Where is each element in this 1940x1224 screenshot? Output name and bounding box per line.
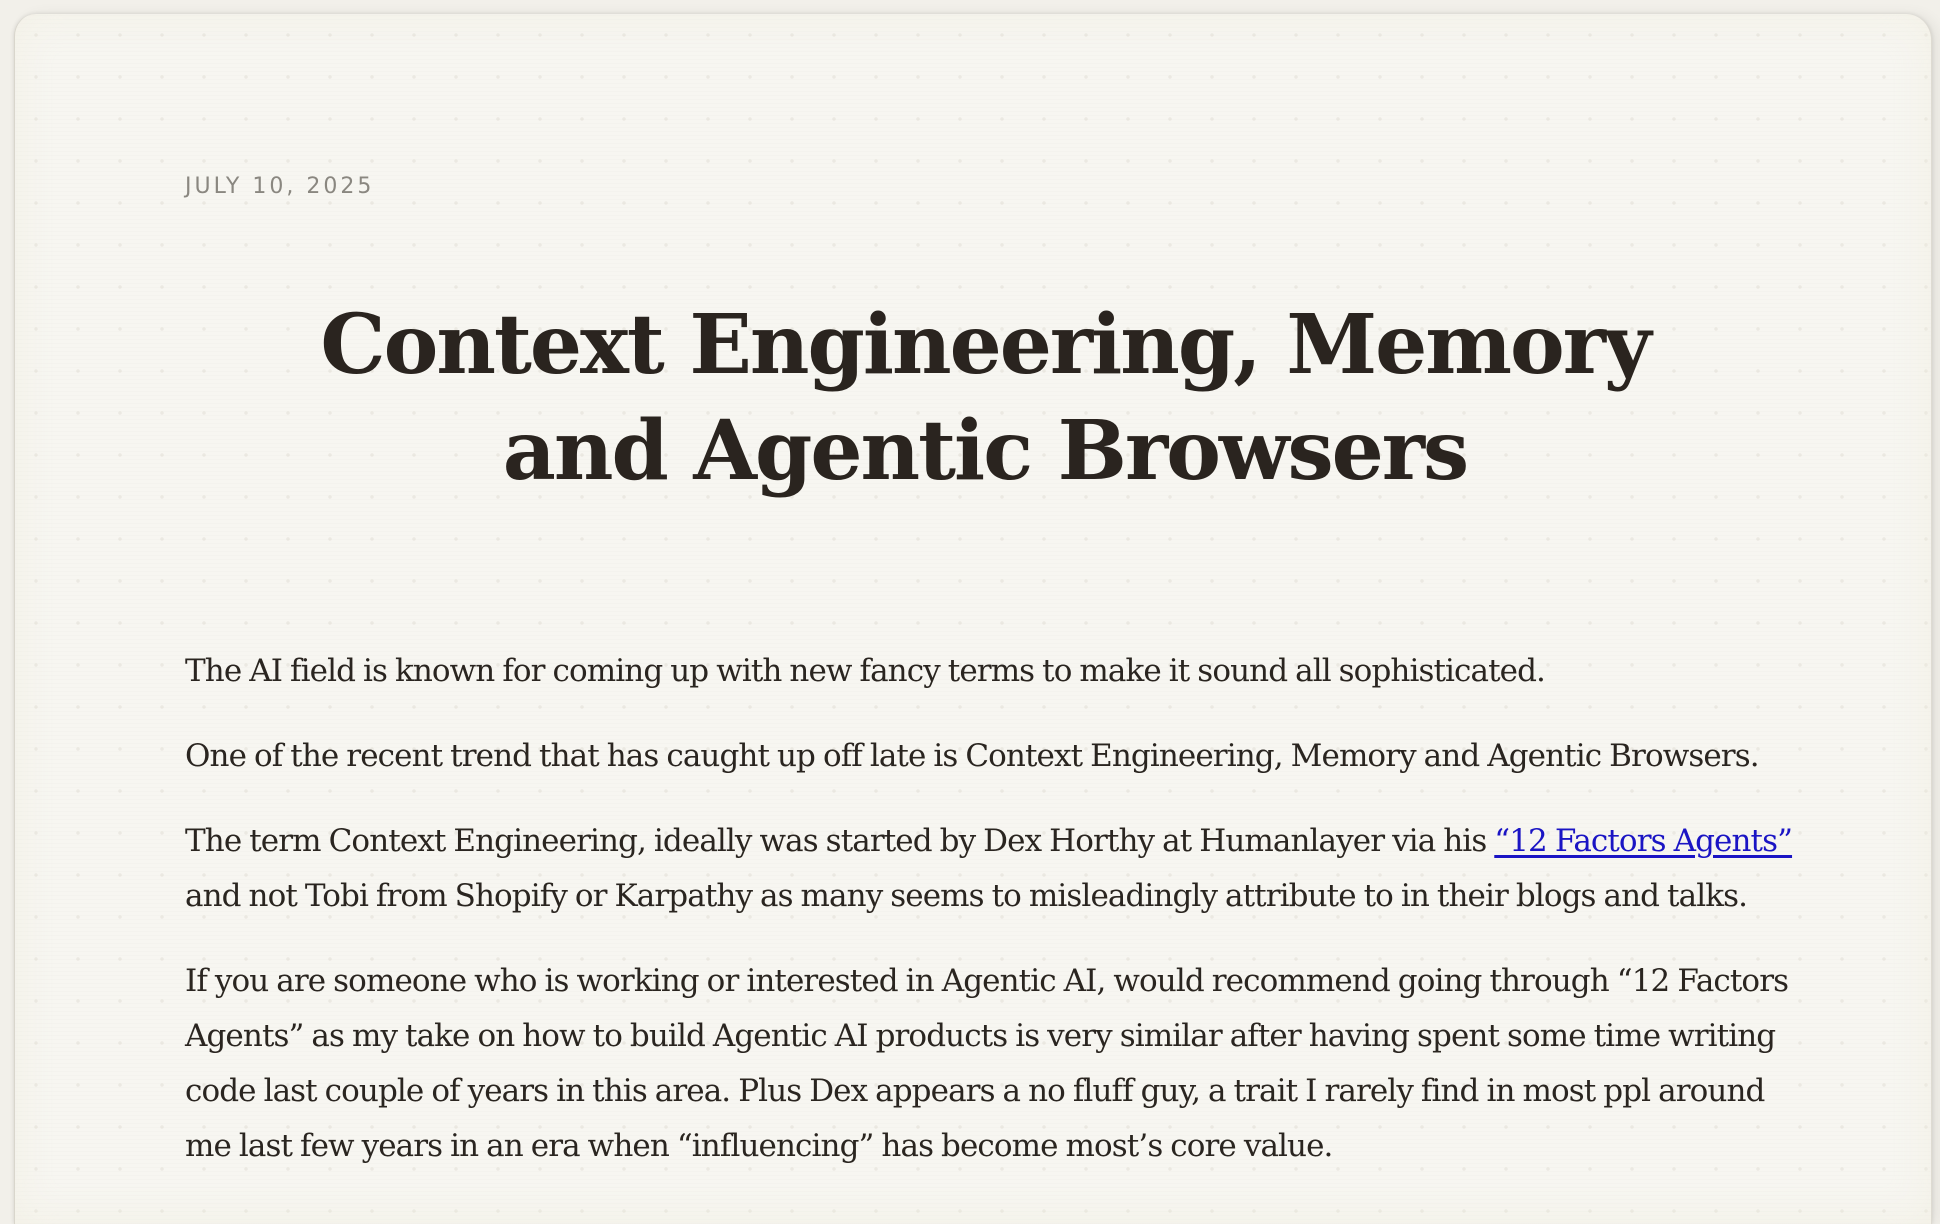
paragraph-3-text-after: and not Tobi from Shopify or Karpathy as many seems to misleadingly attribute to in their blogs and talks. xyxy=(185,878,1748,914)
title-line-2: and Agentic Browsers xyxy=(502,403,1468,499)
12-factors-agents-link[interactable]: “12 Factors Agents” xyxy=(1494,823,1793,859)
paragraph-1: The AI field is known for coming up with new fancy terms to make it sound all sophisticated. xyxy=(185,653,1546,689)
paragraph-3 xyxy=(185,814,1795,924)
paragraph-4: If you are someone who is working or interested in Agentic AI, would recommend going through “12 Factors Agents” as my take on how to build Agentic AI products is very similar after having spent some time writing code last couple of years in this area. Plus Dex appears a no fluff guy, a trait I rarely find in most ppl around me last few years in an era when “influencing” has become most’s core value. xyxy=(185,963,1789,1164)
paragraph-2: One of the recent trend that has caught up off late is Context Engineering, Memory and Agentic Browsers. xyxy=(185,738,1759,774)
post-date: JULY 10, 2025 xyxy=(185,174,375,199)
article-body xyxy=(185,644,1795,1204)
page-title xyxy=(265,292,1705,504)
title-line-1: Context Engineering, Memory xyxy=(320,297,1650,393)
paragraph-3-text-before: The term Context Engineering, ideally was started by Dex Horthy at Humanlayer via his xyxy=(185,823,1495,859)
page-sheet xyxy=(14,14,1932,1224)
